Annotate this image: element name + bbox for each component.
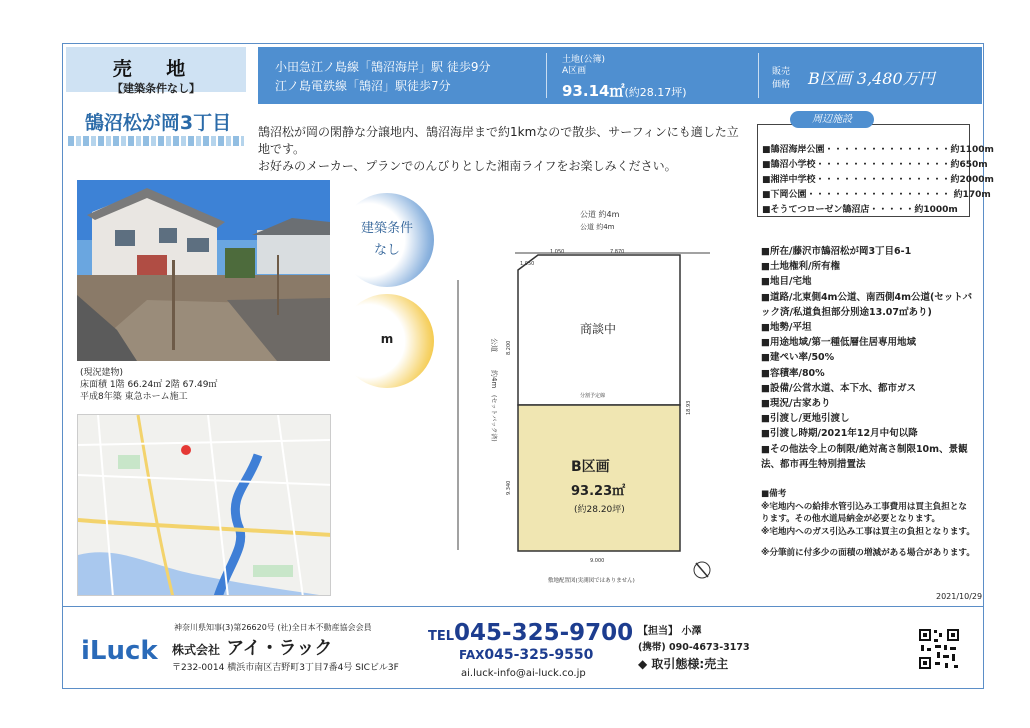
staff-name: 【担当】 小澤 [638, 626, 702, 637]
license-registration: 神奈川県知事(3)第26620号 (社)全日本不動産協会会員 [174, 623, 372, 632]
footer-divider [62, 606, 984, 607]
company-address: 〒232-0014 横浜市南区吉野町3丁目7番4号 SICビル3F [172, 663, 399, 673]
spec-item: ■その他法令上の制限/絶対高さ制限10m、景観法、都市再生特別措置法 [761, 443, 968, 470]
property-spec [761, 244, 973, 472]
road-west-a: 公道 [490, 338, 498, 352]
remarks-line-1: ※宅地内への給排水管引込み工事費用は買主負担となります。その他水道局納金が必要となります。 [761, 501, 968, 525]
header-divider [546, 53, 547, 98]
price-value: B区画 3,480万円 [808, 69, 935, 88]
spec-item: ■容積率/80% [761, 367, 825, 379]
badge-line-1: 建築条件 [360, 221, 413, 236]
spec-item: ■引渡し時期/2021年12月中旬以降 [761, 428, 918, 440]
dim-corner: 1.050 [520, 261, 535, 267]
company-logo: iLuck [81, 636, 158, 666]
spec-item: ■地勢/平坦 [761, 322, 812, 334]
site-plan [440, 205, 740, 605]
company-name: 株式会社 アイ・ラック [172, 638, 333, 659]
lot-b-shape [518, 405, 680, 551]
price-label-2: 価格 [772, 80, 791, 90]
land-label: 土地(公簿) [562, 55, 606, 65]
place-name: 鵠沼松が岡3丁目 [84, 112, 232, 134]
area-map[interactable] [77, 414, 331, 596]
facilities-title: 周辺施設 [790, 111, 874, 128]
sale-title: 売 地 [112, 58, 200, 80]
photo-caption-title: (現況建物) [80, 368, 124, 378]
spec-item: ■土地権利/所有権 [761, 261, 840, 273]
header-divider [758, 53, 759, 98]
photo-caption [80, 367, 217, 403]
qr-code-icon[interactable] [917, 627, 961, 671]
distance-badge-text: m [380, 332, 394, 346]
lot-a-label: 商談中 [580, 322, 617, 336]
plan-note: 敷地配置図(実測図ではありません) [548, 578, 635, 584]
issue-date: 2021/10/29 [936, 592, 983, 601]
description-line-2: お好みのメーカー、プランでのんびりとした湘南ライフをお楽しみください。 [258, 159, 677, 173]
remarks-line-3: ※分筆前に付多少の面積の増減がある場合があります。 [761, 548, 975, 559]
facilities-list [762, 143, 994, 218]
description-line-1: 鵠沼松が岡の閑静な分譲地内、鵠沼海岸まで約1kmなので散歩、サーフィンにも適した立地です。 [258, 125, 739, 156]
distance-badge [340, 294, 434, 388]
fax-number: FAX045-325-9550 [459, 647, 594, 663]
badge-line-2: なし [373, 243, 400, 258]
lot-b-tsubo: (約28.20坪) [574, 505, 625, 515]
dim-top-2: 7.870 [610, 249, 625, 255]
phone-number[interactable]: TEL045-325-9700 [428, 620, 634, 646]
facility-item: ■そうてつローゼン鵠沼店・・・・・約1000m [762, 205, 958, 215]
no-building-condition-badge [340, 193, 434, 287]
road-west-c: (セットバック済) [490, 395, 497, 442]
description [258, 124, 748, 175]
access-line-2: 江ノ島電鉄線「鵠沼」駅徒歩7分 [275, 79, 451, 93]
photo-caption-floor: 床面積 1階 66.24㎡ 2階 67.49㎡ [80, 380, 218, 390]
spec-item: ■地目/宅地 [761, 276, 812, 288]
road-west-b: 約4m [490, 370, 498, 389]
property-photo [77, 180, 330, 361]
facility-item: ■鵠沼海岸公園・・・・・・・・・・・・・・約1100m [762, 145, 994, 155]
spec-item: ■現況/古家あり [761, 398, 831, 410]
access-line-1: 小田急江ノ島線「鵠沼海岸」駅 徒歩9分 [275, 60, 491, 74]
lot-b-label: B区画 [571, 459, 610, 475]
dim-left-lower: 9.340 [506, 480, 512, 495]
photo-caption-built: 平成8年築 東急ホーム施工 [80, 392, 188, 402]
spec-item: ■道路/北東側4m公道、南西側4m公道(セットバック済/私道負担部分別途13.07㎡あり) [761, 291, 973, 318]
dim-left-upper: 8.200 [506, 340, 512, 355]
split-line-label: 分割予定線 [580, 393, 606, 399]
transaction-mode: ◆ 取引態様:売主 [638, 657, 729, 671]
north-arrow-icon [694, 562, 710, 578]
spec-item: ■用途地域/第一種低層住居専用地域 [761, 337, 916, 349]
spec-item: ■設備/公営水道、本下水、都市ガス [761, 382, 916, 394]
facility-item: ■湘洋中学校・・・・・・・・・・・・・・・約2000m [762, 175, 994, 185]
lot-b-area: 93.23㎡ [571, 484, 626, 499]
spec-item: ■所在/藤沢市鵠沼松が岡3丁目6-1 [761, 246, 912, 257]
remarks-line-2: ※宅地内へのガス引込み工事は買主の負担となります。 [761, 526, 975, 537]
dim-bottom: 9.000 [590, 558, 605, 564]
road-north-label: 公道 約4m [580, 210, 620, 219]
remarks-title: ■備考 [761, 489, 787, 499]
spec-item: ■建ぺい率/50% [761, 352, 835, 364]
spec-item: ■引渡し/更地引渡し [761, 413, 850, 425]
dim-right: 18.93 [686, 400, 692, 415]
land-lot-label: A区画 [562, 66, 587, 76]
land-area: 93.14㎡(約28.17坪) [562, 82, 687, 100]
facility-item: ■鵠沼小学校・・・・・・・・・・・・・・・約650m [762, 160, 988, 170]
road-north-sub-label: 公道 約4m [580, 223, 615, 231]
sale-condition: 【建築条件なし】 [112, 82, 200, 95]
dim-top-1: 1.050 [550, 249, 565, 255]
townscape-illustration [68, 136, 244, 146]
mobile-number[interactable]: (携帯) 090-4673-3173 [638, 642, 750, 653]
remarks [761, 488, 975, 560]
email-address[interactable]: ai.luck-info@ai-luck.co.jp [461, 668, 586, 679]
facility-item: ■下岡公園・・・・・・・・・・・・・・・・ 約170m [762, 190, 991, 200]
price-label: 販売 [772, 67, 791, 77]
